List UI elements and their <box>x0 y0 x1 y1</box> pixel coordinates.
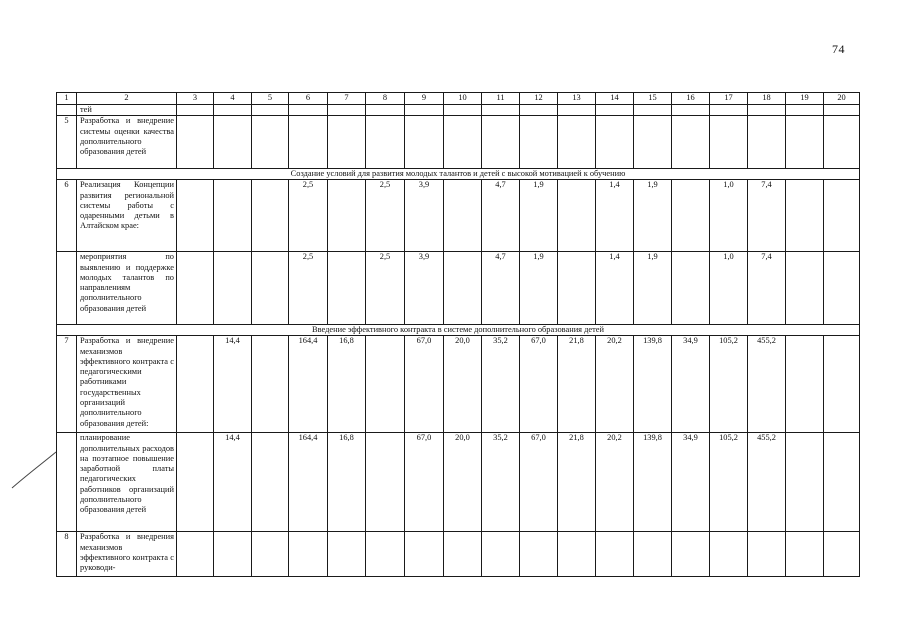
row-number <box>57 105 77 116</box>
page-number: 74 <box>832 42 845 56</box>
table-row-6 <box>57 180 860 252</box>
cell-value: 1,9 <box>520 180 558 252</box>
table-row-8 <box>57 532 860 577</box>
cell-value: 21,8 <box>558 336 596 433</box>
cell-value: 34,9 <box>672 433 710 532</box>
cell-value: 14,4 <box>214 336 252 433</box>
cell-value: 1,9 <box>634 180 672 252</box>
column-header: 14 <box>596 93 634 105</box>
column-header: 2 <box>77 93 177 105</box>
row-number: 6 <box>57 180 77 252</box>
cell-value: 164,4 <box>289 433 328 532</box>
cell-value: 35,2 <box>482 433 520 532</box>
column-header: 19 <box>786 93 824 105</box>
cell-value: 139,8 <box>634 336 672 433</box>
cell-value: 139,8 <box>634 433 672 532</box>
row-name: Разработка и внедрения механизмов эффективного контракта с руководи- <box>77 532 177 577</box>
column-header: 11 <box>482 93 520 105</box>
cell-value: 67,0 <box>405 433 444 532</box>
cell-value: 20,2 <box>596 336 634 433</box>
column-number-row <box>57 93 860 105</box>
row-name: Разработка и внедрение механизмов эффективного контракта с педагогическими работниками государственных организаций дополнительного образования детей: <box>77 336 177 433</box>
cell-value: 105,2 <box>710 336 748 433</box>
cell-value: 20,0 <box>444 433 482 532</box>
section-row <box>57 169 860 180</box>
cell-value: 3,9 <box>405 180 444 252</box>
row-name: тей <box>77 105 177 116</box>
row-number: 8 <box>57 532 77 577</box>
row-name: Разработка и внедрение системы оценки качества дополнительного образования детей <box>77 116 177 169</box>
cell-value: 20,2 <box>596 433 634 532</box>
cell-value: 2,5 <box>289 252 328 325</box>
table-row-7 <box>57 336 860 433</box>
table-row-6-sub <box>57 252 860 325</box>
column-header: 3 <box>177 93 214 105</box>
cell-value: 455,2 <box>748 336 786 433</box>
section-title: Создание условий для развития молодых талантов и детей с высокой мотивацией к обучению <box>57 169 860 180</box>
column-header: 6 <box>289 93 328 105</box>
cell-value: 34,9 <box>672 336 710 433</box>
cell-value: 4,7 <box>482 180 520 252</box>
cell-value: 4,7 <box>482 252 520 325</box>
column-header: 10 <box>444 93 482 105</box>
cell-value: 2,5 <box>289 180 328 252</box>
cell-value: 105,2 <box>710 433 748 532</box>
cell-value: 14,4 <box>214 433 252 532</box>
row-number: 5 <box>57 116 77 169</box>
cell-value: 1,9 <box>520 252 558 325</box>
column-header: 7 <box>328 93 366 105</box>
cell-value: 67,0 <box>520 336 558 433</box>
cell-value: 2,5 <box>366 180 405 252</box>
column-header: 20 <box>824 93 860 105</box>
column-header: 8 <box>366 93 405 105</box>
cell-value: 1,4 <box>596 180 634 252</box>
table-row-continued <box>57 105 860 116</box>
cell-value: 1,9 <box>634 252 672 325</box>
table-row-7-sub <box>57 433 860 532</box>
section-title: Введение эффективного контракта в системе дополнительного образования детей <box>57 325 860 336</box>
column-header: 9 <box>405 93 444 105</box>
column-header: 5 <box>252 93 289 105</box>
cell-value: 1,4 <box>596 252 634 325</box>
cell-value: 164,4 <box>289 336 328 433</box>
cell-value: 2,5 <box>366 252 405 325</box>
table-row-5 <box>57 116 860 169</box>
cell-value: 67,0 <box>405 336 444 433</box>
column-header: 12 <box>520 93 558 105</box>
cell-value: 7,4 <box>748 252 786 325</box>
row-name: Реализация Концепции развития региональной системы работы с одаренными детьми в Алтайском крае: <box>77 180 177 252</box>
cell-value: 1,0 <box>710 180 748 252</box>
cell-value: 21,8 <box>558 433 596 532</box>
cell-value: 1,0 <box>710 252 748 325</box>
cell-value: 16,8 <box>328 336 366 433</box>
column-header: 13 <box>558 93 596 105</box>
cell-value: 67,0 <box>520 433 558 532</box>
column-header: 16 <box>672 93 710 105</box>
budget-table <box>56 92 860 577</box>
column-header: 15 <box>634 93 672 105</box>
row-name: мероприятия по выявлению и поддержке молодых талантов по направлениям дополнительного образования детей <box>77 252 177 325</box>
scan-pen-stroke <box>4 448 64 498</box>
cell-value: 455,2 <box>748 433 786 532</box>
cell-value: 20,0 <box>444 336 482 433</box>
row-number <box>57 252 77 325</box>
column-header: 1 <box>57 93 77 105</box>
column-header: 17 <box>710 93 748 105</box>
row-name: планирование дополнительных расходов на поэтапное повышение заработной платы педагогических работников организаций дополнительного образования детей <box>77 433 177 532</box>
column-header: 4 <box>214 93 252 105</box>
cell-value: 35,2 <box>482 336 520 433</box>
cell-value: 3,9 <box>405 252 444 325</box>
column-header: 18 <box>748 93 786 105</box>
section-row <box>57 325 860 336</box>
cell-value: 7,4 <box>748 180 786 252</box>
cell-value: 16,8 <box>328 433 366 532</box>
row-number: 7 <box>57 336 77 433</box>
